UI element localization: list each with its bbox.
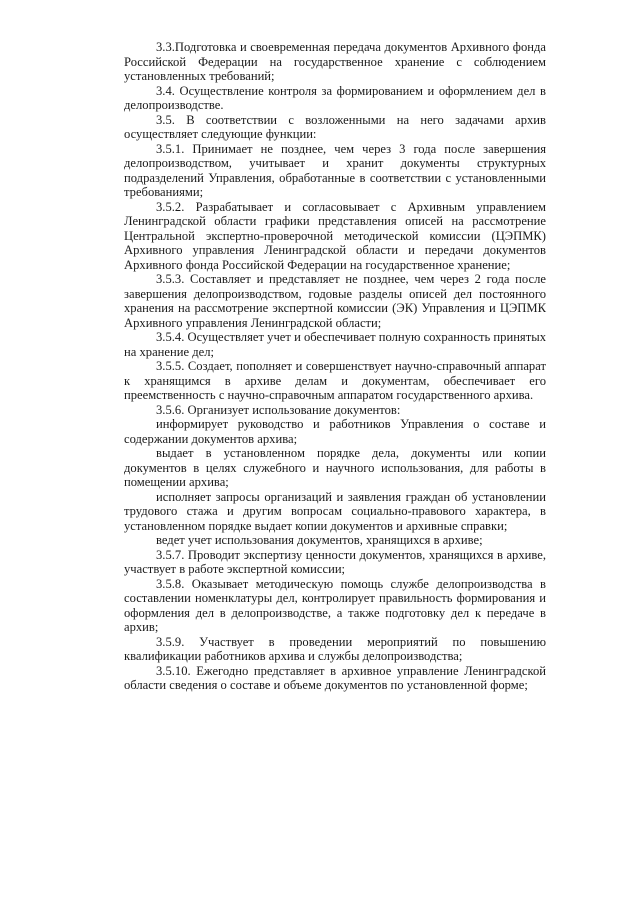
paragraph-3-5-4: 3.5.4. Осуществляет учет и обеспечивает полную сохранность принятых на хранение дел;	[124, 330, 546, 359]
paragraph-3-5-7: 3.5.7. Проводит экспертизу ценности документов, хранящихся в архиве, участвует в работе экспертной комиссии;	[124, 547, 546, 576]
paragraph-keeps-records: ведет учет использования документов, хранящихся в архиве;	[156, 533, 483, 547]
paragraph-executes-requests: исполняет запросы организаций и заявления граждан об установлении трудового стажа и другим вопросам социально-правового характера, в установленном порядке выдает копии документов и архивные справки;	[124, 489, 546, 533]
paragraph-3-5-6: 3.5.6. Организует использование документов:	[156, 402, 401, 417]
paragraph-informs: информирует руководство и работников Управления о составе и содержании документов архива;	[124, 417, 546, 446]
paragraph-3-5-1: 3.5.1. Принимает не позднее, чем через 3 года после завершения делопроизводством, учитывает и хранит документы структурных подразделений Управления, обработанные в соответствии с установленными требованиями;	[124, 141, 546, 199]
paragraph-3-5: 3.5. В соответствии с возложенными на него задачами архив осуществляет следующие функции:	[124, 112, 546, 141]
paragraph-3-4: 3.4. Осуществление контроля за формированием и оформлением дел в делопроизводстве.	[124, 83, 546, 112]
paragraph-3-5-10: 3.5.10. Ежегодно представляет в архивное управление Ленинградской области сведения о составе и объеме документов по установленной форме;	[124, 663, 546, 692]
paragraph-3-3: 3.3.Подготовка и своевременная передача документов Архивного фонда Российской Федерации на государственное хранение с соблюдением установленных требований;	[124, 40, 546, 83]
paragraph-3-5-9: 3.5.9. Участвует в проведении мероприятий по повышению квалификации работников архива и службы делопроизводства;	[124, 634, 546, 663]
paragraph-3-5-8: 3.5.8. Оказывает методическую помощь службе делопроизводства в составлении номенклатуры дел, контролирует правильность формирования и оформления дел в делопроизводстве, а также подготовку дел к передаче в архив;	[124, 576, 546, 634]
paragraph-issues: выдает в установленном порядке дела, документы или копии документов в целях служебного и научного использования, для работы в помещении архива;	[124, 446, 546, 489]
paragraph-3-5-3: 3.5.3. Составляет и представляет не позднее, чем через 2 года после завершения делопроизводством, годовые разделы описей дел постоянного хранения на рассмотрение экспертной комиссии (ЭК) Управления и ЦЭПМК Архивного управления Ленинградской области;	[124, 272, 546, 330]
document-page	[124, 40, 546, 693]
paragraph-3-5-2: 3.5.2. Разрабатывает и согласовывает с Архивным управлением Ленинградской области графики представления описей на рассмотрение Центральной экспертно-проверочной методической комиссии (ЦЭПМК) Архивного управления Ленинградской области и передачи документов Архивного фонда Российской Федерации на государственное хранение;	[124, 199, 546, 272]
paragraph-3-5-5: 3.5.5. Создает, пополняет и совершенствует научно-справочный аппарат к хранящимся в архиве делам и документам, обеспечивает его преемственность с научно-справочным аппаратом государственного архива.	[124, 359, 546, 402]
